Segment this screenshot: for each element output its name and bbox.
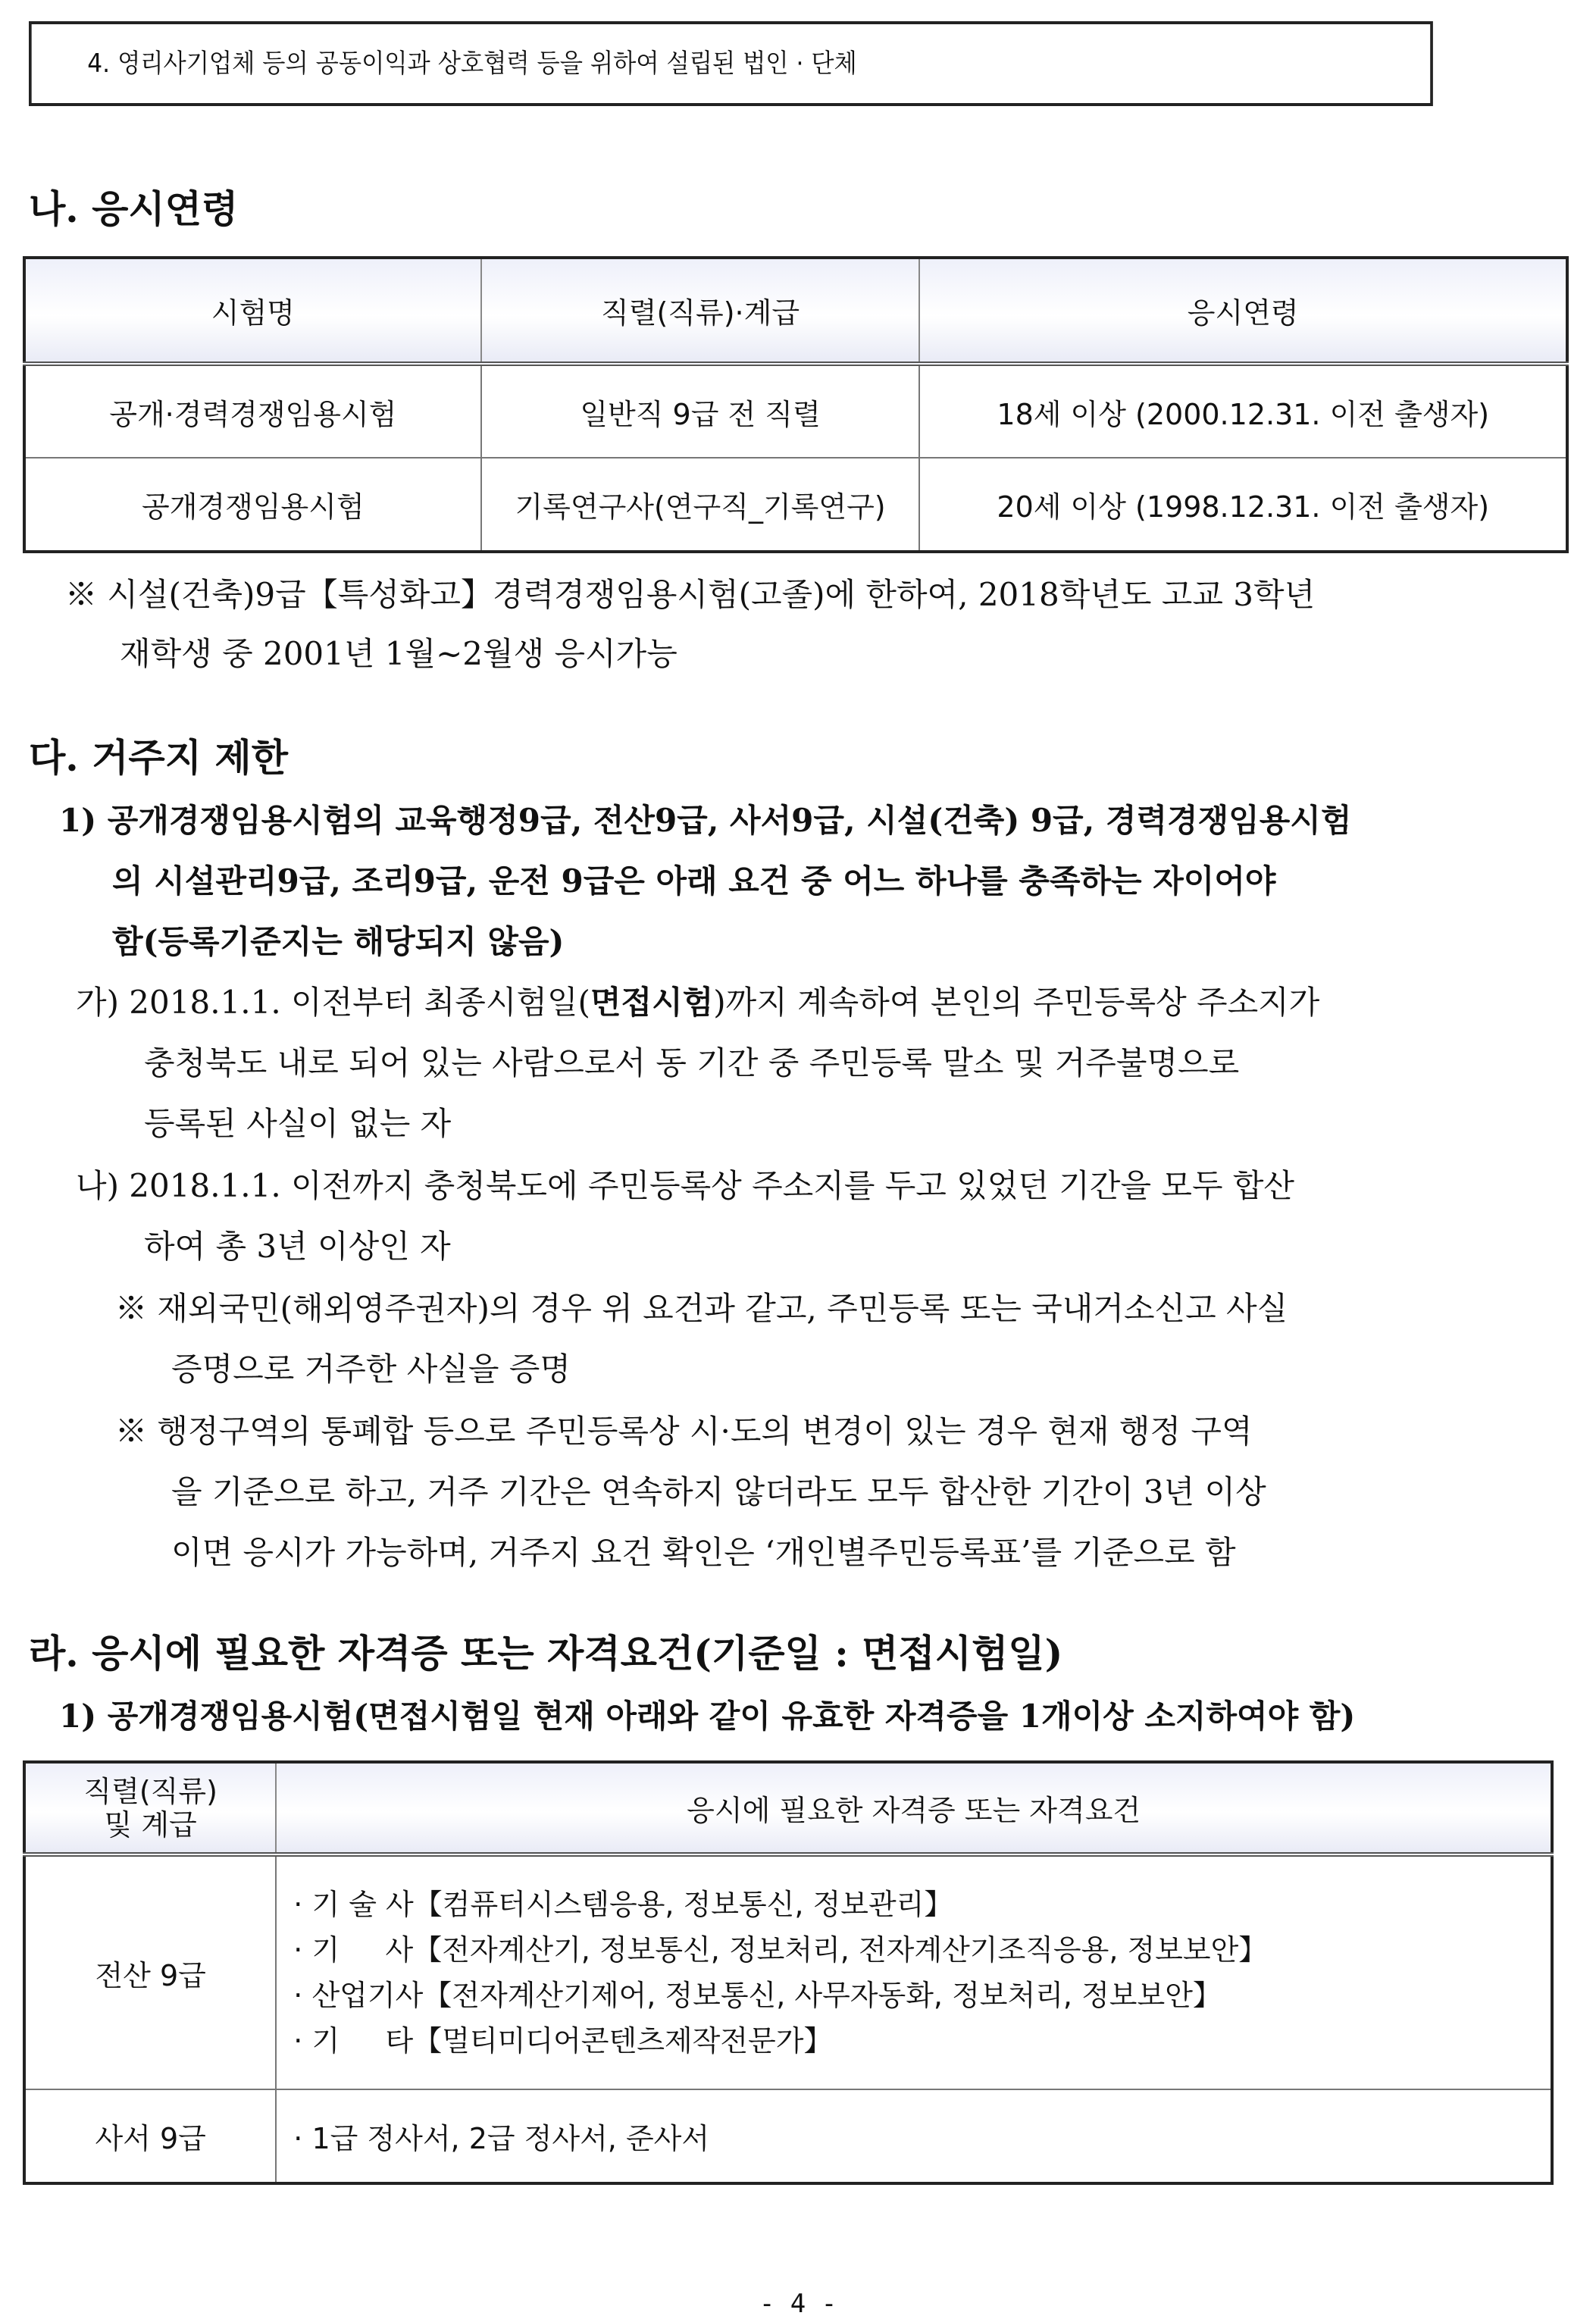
header-age: 응시연령: [919, 258, 1567, 364]
table-header-row: [24, 1762, 1552, 1854]
residence-note-a-line-1: ※ 재외국민(해외영주권자)의 경우 위 요건과 같고, 주민등록 또는 국내거소신고 사실: [115, 1290, 1288, 1327]
ga-prefix: 가) 2018.1.1. 이전부터 최종시험일(: [76, 984, 590, 1021]
header-grade-line-2: 및 계급: [104, 1807, 197, 1842]
table-header-row: [24, 258, 1567, 364]
requirement-item: · 기 타【멀티미디어콘텐츠제작전문가】: [293, 2024, 833, 2058]
header-grade-line-1: 직렬(직류): [83, 1774, 217, 1808]
qualification-table: [23, 1760, 1554, 2185]
table-row: [24, 458, 1567, 552]
grade-cell: 전산 9급: [24, 1854, 276, 2089]
table-cell: 20세 이상 (1998.12.31. 이전 출생자): [919, 458, 1567, 552]
residence-ga-line-1: [76, 978, 1319, 1023]
residence-item-1-line-2: 의 시설관리9급, 조리9급, 운전 9급은 아래 요건 중 어느 하나를 충족하는 자이어야: [112, 862, 1276, 900]
header-grade: 직렬(직류)·계급: [481, 258, 920, 364]
table-cell: 일반직 9급 전 직렬: [481, 364, 920, 458]
requirement-item: · 산업기사【전자계산기제어, 정보통신, 사무자동화, 정보처리, 정보보안】: [293, 1979, 1222, 2012]
requirement-item: · 기 사【전자계산기, 정보통신, 정보처리, 전자계산기조직응용, 정보보안】: [293, 1933, 1268, 1967]
residence-item-1-line-1: 1) 공개경쟁임용시험의 교육행정9급, 전산9급, 사서9급, 시설(건축) 9급, 경력경쟁임용시험: [59, 802, 1352, 839]
header-exam-name: 시험명: [24, 258, 481, 364]
requirement-item: · 기 술 사【컴퓨터시스템응용, 정보통신, 정보관리】: [293, 1888, 953, 1921]
header-grade: [24, 1762, 276, 1854]
top-box: [29, 21, 1433, 106]
table-row: [24, 2089, 1552, 2183]
ga-bold: 면접시험: [590, 984, 714, 1021]
residence-note-a-line-2: 증명으로 거주한 사실을 증명: [171, 1350, 571, 1388]
table-row: [24, 364, 1567, 458]
top-box-text: 4. 영리사기업체 등의 공동이익과 상호협력 등을 위하여 설립된 법인 · 단체: [87, 49, 857, 79]
table-cell: 18세 이상 (2000.12.31. 이전 출생자): [919, 364, 1567, 458]
requirements-cell: · 1급 정사서, 2급 정사서, 준사서: [276, 2089, 1552, 2183]
table-cell: 공개·경력경쟁임용시험: [24, 364, 481, 458]
table-cell: 기록연구사(연구직_기록연구): [481, 458, 920, 552]
residence-ga-line-2: 충청북도 내로 되어 있는 사람으로서 동 기간 중 주민등록 말소 및 거주불명으로: [144, 1044, 1240, 1081]
qualification-item-1: 1) 공개경쟁임용시험(면접시험일 현재 아래와 같이 유효한 자격증을 1개이상 소지하여야 함): [59, 1698, 1356, 1735]
residence-note-b-line-2: 을 기준으로 하고, 거주 기간은 연속하지 않더라도 모두 합산한 기간이 3년 이상: [171, 1473, 1266, 1510]
requirements-cell: [276, 1854, 1552, 2089]
table-cell: 공개경쟁임용시험: [24, 458, 481, 552]
ga-suffix: )까지 계속하여 본인의 주민등록상 주소지가: [713, 984, 1320, 1021]
section-title-qualification: 라. 응시에 필요한 자격증 또는 자격요건(기준일 : 면접시험일): [29, 1631, 1063, 1676]
note-1-line-1: ※ 시설(건축)9급【특성화고】경력경쟁임용시험(고졸)에 한하여, 2018학년도 고교 3학년: [65, 576, 1316, 613]
section-title-age: 나. 응시연령: [29, 186, 239, 231]
header-requirements: 응시에 필요한 자격증 또는 자격요건: [276, 1762, 1552, 1854]
residence-note-b-line-3: 이면 응시가 가능하며, 거주지 요건 확인은 ‘개인별주민등록표’를 기준으로 함: [171, 1534, 1236, 1571]
residence-ga-line-3: 등록된 사실이 없는 자: [144, 1105, 452, 1142]
residence-note-b-line-1: ※ 행정구역의 통폐합 등으로 주민등록상 시·도의 변경이 있는 경우 현재 행정 구역: [115, 1413, 1253, 1450]
note-1-line-2: 재학생 중 2001년 1월~2월생 응시가능: [120, 635, 678, 672]
residence-item-1-line-3: 함(등록기준지는 해당되지 않음): [112, 923, 565, 960]
page-number: - 4 -: [759, 2289, 837, 2319]
grade-cell: 사서 9급: [24, 2089, 276, 2183]
residence-na-line-1: 나) 2018.1.1. 이전까지 충청북도에 주민등록상 주소지를 두고 있었던 기간을 모두 합산: [76, 1167, 1295, 1204]
table-row: [24, 1854, 1552, 2089]
age-table: [23, 256, 1569, 553]
section-title-residence: 다. 거주지 제한: [29, 735, 289, 780]
residence-na-line-2: 하여 총 3년 이상인 자: [144, 1228, 451, 1265]
